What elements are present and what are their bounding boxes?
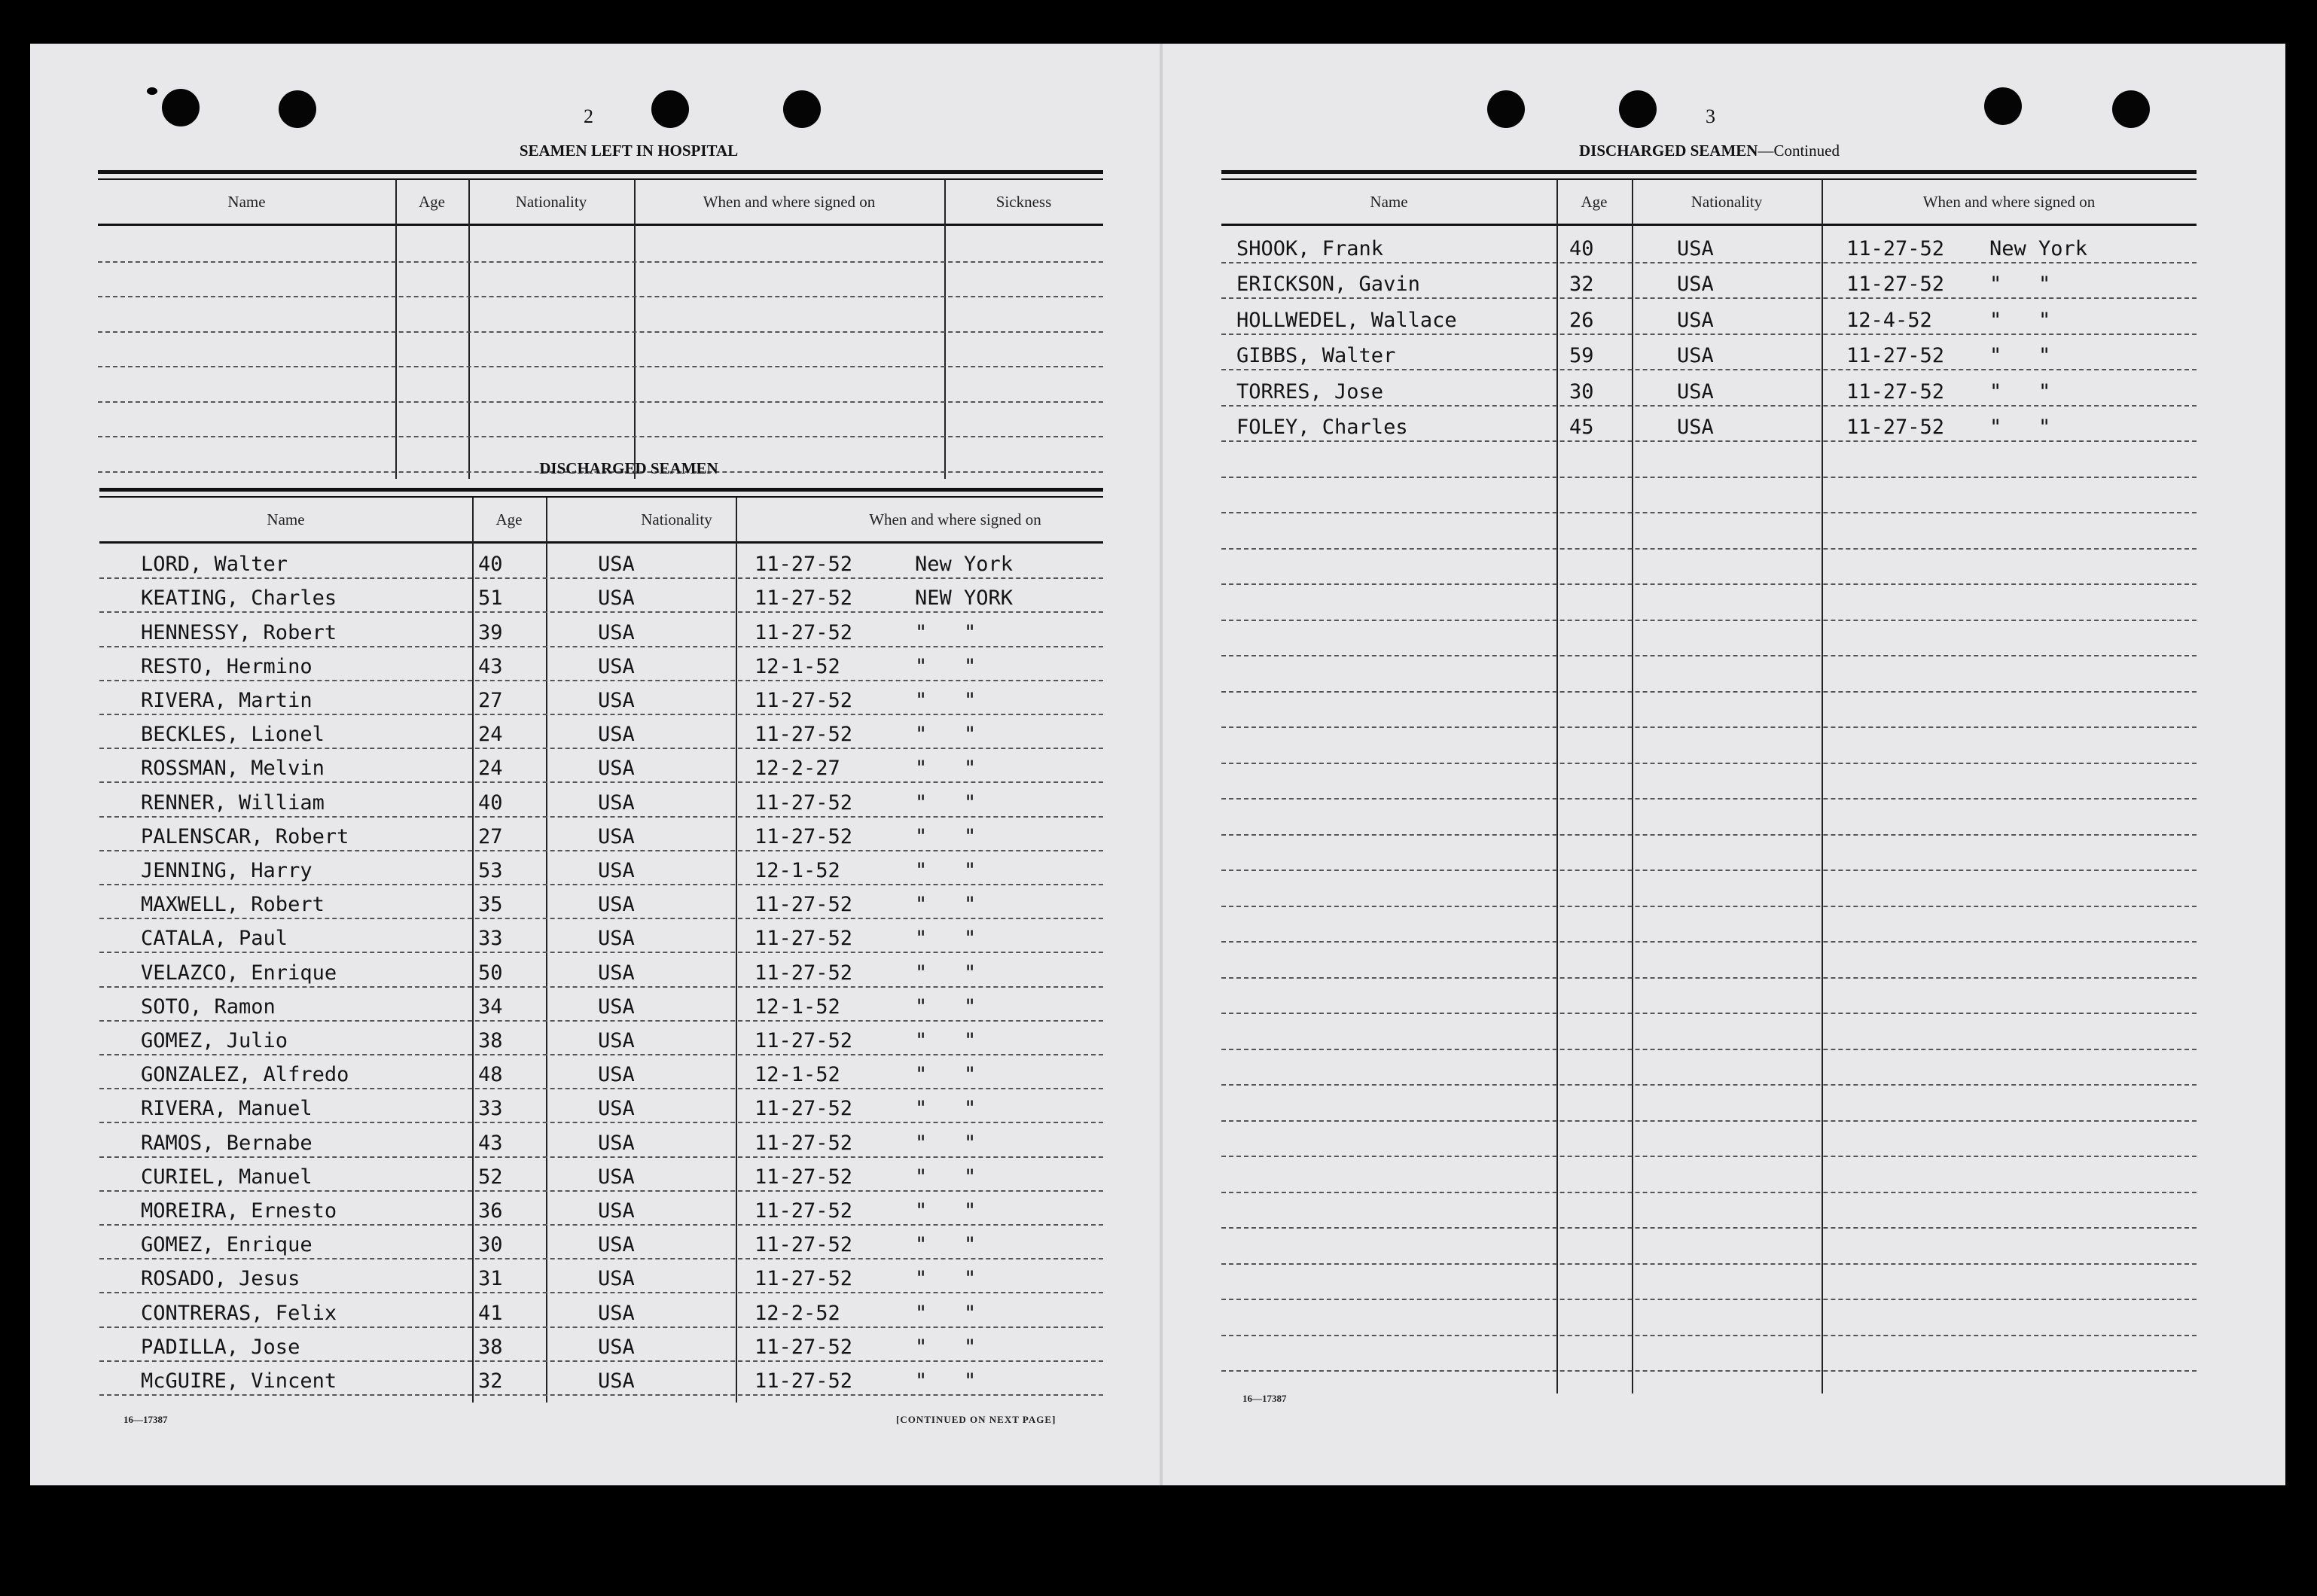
seaman-age: 24 xyxy=(478,757,503,781)
seaman-nationality: USA xyxy=(598,893,635,917)
seaman-nationality: USA xyxy=(598,1097,635,1121)
seaman-name: RENNER, William xyxy=(141,790,325,815)
seaman-age: 40 xyxy=(1569,236,1594,260)
table-row xyxy=(99,1054,1103,1089)
seaman-age: 27 xyxy=(478,688,503,712)
seaman-name: CONTRERAS, Felix xyxy=(141,1301,337,1325)
signed-on-place: " " xyxy=(915,1028,977,1052)
table-header xyxy=(1221,180,2197,226)
signed-on-date: 11-27-52 xyxy=(755,586,853,611)
table-row xyxy=(1221,583,2197,621)
left-page xyxy=(30,44,1160,1485)
seaman-age: 43 xyxy=(478,1131,503,1155)
signed-on-date: 11-27-52 xyxy=(755,1131,853,1155)
table-row xyxy=(1221,655,2197,693)
signed-on-place: " " xyxy=(915,1233,977,1257)
table-row xyxy=(1221,405,2197,443)
table-row xyxy=(98,261,1103,298)
table-row xyxy=(1221,906,2197,943)
table-row xyxy=(1221,1120,2197,1158)
table-row xyxy=(98,366,1103,403)
seaman-age: 53 xyxy=(478,858,503,882)
seaman-name: KEATING, Charles xyxy=(141,586,337,611)
seaman-nationality: USA xyxy=(598,927,635,951)
seaman-age: 38 xyxy=(478,1028,503,1052)
continued-note: [CONTINUED ON NEXT PAGE] xyxy=(896,1414,1056,1425)
signed-on-date: 12-2-52 xyxy=(755,1301,840,1325)
table-row xyxy=(98,331,1103,368)
table-row xyxy=(99,1258,1103,1293)
seaman-name: McGUIRE, Vincent xyxy=(141,1369,337,1393)
seaman-age: 26 xyxy=(1569,308,1594,332)
table-row xyxy=(1221,726,2197,764)
seaman-nationality: USA xyxy=(598,654,635,678)
signed-on-place: " " xyxy=(915,757,977,781)
table-row xyxy=(99,577,1103,613)
signed-on-place: " " xyxy=(915,858,977,882)
seaman-age: 52 xyxy=(478,1165,503,1189)
table-row xyxy=(99,952,1103,987)
seaman-nationality: USA xyxy=(1677,308,1714,332)
seaman-nationality: USA xyxy=(598,688,635,712)
table-row xyxy=(99,850,1103,885)
signed-on-place: " " xyxy=(915,1165,977,1189)
seaman-name: SOTO, Ramon xyxy=(141,994,276,1019)
table-row xyxy=(1221,512,2197,550)
column-header: Nationality xyxy=(1690,192,1763,211)
signed-on-place: " " xyxy=(915,723,977,747)
signed-on-date: 11-27-52 xyxy=(755,1267,853,1291)
seaman-nationality: USA xyxy=(1677,236,1714,260)
continued-title-main: DISCHARGED SEAMEN xyxy=(1579,142,1758,160)
seaman-nationality: USA xyxy=(598,620,635,644)
hospital-table xyxy=(98,170,1103,483)
table-row xyxy=(1221,691,2197,729)
seaman-nationality: USA xyxy=(598,790,635,815)
table-row xyxy=(1221,262,2197,300)
seaman-name: JENNING, Harry xyxy=(141,858,312,882)
seaman-age: 43 xyxy=(478,654,503,678)
table-row xyxy=(99,611,1103,647)
table-row xyxy=(1221,334,2197,371)
hospital-title: SEAMEN LEFT IN HOSPITAL xyxy=(519,142,739,160)
table-row xyxy=(99,646,1103,681)
seaman-name: LORD, Walter xyxy=(141,553,288,577)
column-header: When and where signed on xyxy=(1922,192,2096,211)
table-row xyxy=(1221,1049,2197,1086)
signed-on-place: " " xyxy=(915,1335,977,1359)
seaman-nationality: USA xyxy=(598,1233,635,1257)
table-row xyxy=(99,1292,1103,1327)
table-row xyxy=(1221,1084,2197,1122)
table-row xyxy=(98,226,1103,263)
seaman-name: TORRES, Jose xyxy=(1236,379,1384,404)
signed-on-date: 11-27-52 xyxy=(1846,273,1945,296)
table-row xyxy=(1221,548,2197,586)
signed-on-place: " " xyxy=(915,654,977,678)
signed-on-place: " " xyxy=(1989,308,2051,332)
table-row xyxy=(1221,798,2197,836)
signed-on-date: 11-27-52 xyxy=(755,1199,853,1223)
table-row xyxy=(98,401,1103,438)
signed-on-place: " " xyxy=(915,1097,977,1121)
seaman-age: 27 xyxy=(478,824,503,848)
signed-on-date: 12-1-52 xyxy=(755,654,840,678)
form-number: 16—17387 xyxy=(123,1414,168,1425)
scan-speck xyxy=(147,87,157,95)
table-row xyxy=(99,1190,1103,1226)
signed-on-date: 11-27-52 xyxy=(755,688,853,712)
seaman-name: VELAZCO, Enrique xyxy=(141,961,337,985)
table-row xyxy=(1221,1227,2197,1265)
signed-on-date: 12-1-52 xyxy=(755,1063,840,1087)
signed-on-date: 11-27-52 xyxy=(755,893,853,917)
signed-on-date: 11-27-52 xyxy=(755,1097,853,1121)
seaman-name: PADILLA, Jose xyxy=(141,1335,300,1359)
seaman-nationality: USA xyxy=(598,1369,635,1393)
seaman-nationality: USA xyxy=(1677,416,1714,439)
table-row xyxy=(1221,1156,2197,1193)
signed-on-place: " " xyxy=(915,620,977,644)
signed-on-date: 11-27-52 xyxy=(755,1335,853,1359)
table-row xyxy=(99,986,1103,1022)
seaman-name: PALENSCAR, Robert xyxy=(141,824,349,848)
table-row xyxy=(1221,834,2197,872)
signed-on-place: " " xyxy=(915,1063,977,1087)
discharged-table xyxy=(99,488,1103,1403)
table-row xyxy=(99,884,1103,919)
seaman-nationality: USA xyxy=(598,1063,635,1087)
signed-on-place: " " xyxy=(915,688,977,712)
continued-title-suffix: —Continued xyxy=(1758,142,1840,160)
seaman-age: 59 xyxy=(1569,344,1594,367)
seaman-age: 51 xyxy=(478,586,503,611)
column-header: Age xyxy=(419,192,445,211)
table-row xyxy=(1221,1263,2197,1301)
signed-on-date: 11-27-52 xyxy=(755,1028,853,1052)
signed-on-place: " " xyxy=(915,994,977,1019)
table-row xyxy=(99,1156,1103,1192)
seaman-age: 31 xyxy=(478,1267,503,1291)
seaman-name: GOMEZ, Julio xyxy=(141,1028,288,1052)
signed-on-place: " " xyxy=(915,893,977,917)
table-row xyxy=(1221,977,2197,1015)
right-page xyxy=(1160,44,2285,1485)
column-header: When and where signed on xyxy=(869,510,1041,528)
seaman-nationality: USA xyxy=(598,1301,635,1325)
seaman-nationality: USA xyxy=(598,553,635,577)
signed-on-place: New York xyxy=(915,553,1014,577)
signed-on-date: 11-27-52 xyxy=(1846,379,1945,404)
table-row xyxy=(1221,941,2197,979)
seaman-nationality: USA xyxy=(598,994,635,1019)
seaman-name: CATALA, Paul xyxy=(141,927,288,951)
seaman-nationality: USA xyxy=(598,1165,635,1189)
signed-on-place: " " xyxy=(1989,379,2051,404)
table-row xyxy=(99,1224,1103,1259)
seaman-nationality: USA xyxy=(1677,379,1714,404)
page-number: 3 xyxy=(1706,105,1715,127)
table-row xyxy=(1221,1335,2197,1372)
table-row xyxy=(1221,1013,2197,1050)
signed-on-place: " " xyxy=(1989,416,2051,439)
document-sheet xyxy=(30,44,2285,1485)
table-row xyxy=(98,296,1103,333)
table-row xyxy=(1221,477,2197,514)
signed-on-date: 11-27-52 xyxy=(755,1233,853,1257)
signed-on-date: 11-27-52 xyxy=(1846,416,1945,439)
signed-on-place: " " xyxy=(1989,273,2051,296)
table-header xyxy=(99,498,1103,544)
signed-on-place: " " xyxy=(915,1131,977,1155)
seaman-age: 39 xyxy=(478,620,503,644)
seaman-name: GOMEZ, Enrique xyxy=(141,1233,312,1257)
table-row xyxy=(99,1020,1103,1055)
table-row xyxy=(1221,440,2197,478)
signed-on-date: 11-27-52 xyxy=(755,790,853,815)
table-header xyxy=(98,180,1103,226)
seaman-age: 38 xyxy=(478,1335,503,1359)
table-row xyxy=(1221,297,2197,335)
table-row xyxy=(1221,620,2197,657)
seaman-age: 30 xyxy=(1569,379,1594,404)
signed-on-place: NEW YORK xyxy=(915,586,1014,611)
seaman-name: ERICKSON, Gavin xyxy=(1236,273,1420,296)
signed-on-place: " " xyxy=(915,790,977,815)
table-row xyxy=(99,680,1103,715)
table-row xyxy=(99,544,1103,579)
seaman-age: 40 xyxy=(478,790,503,815)
continued-title xyxy=(1468,142,1950,160)
seaman-name: HENNESSY, Robert xyxy=(141,620,337,644)
seaman-nationality: USA xyxy=(1677,273,1714,296)
seaman-name: RIVERA, Manuel xyxy=(141,1097,312,1121)
signed-on-date: 11-27-52 xyxy=(755,927,853,951)
signed-on-place: " " xyxy=(915,961,977,985)
seaman-nationality: USA xyxy=(598,757,635,781)
table-row xyxy=(99,748,1103,783)
discharged-title: DISCHARGED SEAMEN xyxy=(539,459,718,477)
seaman-nationality: USA xyxy=(1677,344,1714,367)
seaman-age: 48 xyxy=(478,1063,503,1087)
signed-on-place: " " xyxy=(915,1301,977,1325)
seaman-nationality: USA xyxy=(598,858,635,882)
column-header: Nationality xyxy=(641,510,712,528)
signed-on-date: 12-4-52 xyxy=(1846,308,1932,332)
seaman-name: MAXWELL, Robert xyxy=(141,893,325,917)
signed-on-place: " " xyxy=(915,1267,977,1291)
column-header: Sickness xyxy=(995,192,1052,211)
column-header: Age xyxy=(495,510,523,528)
seaman-age: 24 xyxy=(478,723,503,747)
table-row xyxy=(99,1326,1103,1362)
signed-on-date: 11-27-52 xyxy=(755,961,853,985)
signed-on-place: " " xyxy=(915,1369,977,1393)
seaman-age: 33 xyxy=(478,1097,503,1121)
table-row xyxy=(1221,1299,2197,1336)
table-row xyxy=(1221,1192,2197,1229)
signed-on-date: 11-27-52 xyxy=(1846,236,1945,260)
seaman-age: 40 xyxy=(478,553,503,577)
signed-on-date: 11-27-52 xyxy=(755,824,853,848)
seaman-age: 45 xyxy=(1569,416,1594,439)
column-header: Age xyxy=(1581,192,1608,211)
table-row xyxy=(99,781,1103,817)
table-row xyxy=(99,1088,1103,1123)
seaman-name: CURIEL, Manuel xyxy=(141,1165,312,1189)
column-header: Nationality xyxy=(515,192,587,211)
signed-on-place: " " xyxy=(915,927,977,951)
column-header: Name xyxy=(267,510,305,528)
table-row xyxy=(99,1122,1103,1157)
seaman-name: SHOOK, Frank xyxy=(1236,236,1384,260)
table-row xyxy=(1221,226,2197,263)
continued-table xyxy=(1221,170,2197,1393)
seaman-name: ROSSMAN, Melvin xyxy=(141,757,325,781)
seaman-nationality: USA xyxy=(598,1335,635,1359)
seaman-age: 32 xyxy=(1569,273,1594,296)
seaman-age: 50 xyxy=(478,961,503,985)
table-row xyxy=(1221,763,2197,800)
seaman-nationality: USA xyxy=(598,586,635,611)
seaman-name: BECKLES, Lionel xyxy=(141,723,325,747)
signed-on-date: 12-2-27 xyxy=(755,757,840,781)
signed-on-place: " " xyxy=(1989,344,2051,367)
table-row xyxy=(99,714,1103,749)
seaman-name: RIVERA, Martin xyxy=(141,688,312,712)
seaman-nationality: USA xyxy=(598,1267,635,1291)
seaman-nationality: USA xyxy=(598,961,635,985)
seaman-nationality: USA xyxy=(598,1199,635,1223)
seaman-name: FOLEY, Charles xyxy=(1236,416,1408,439)
table-row xyxy=(99,816,1103,851)
table-row xyxy=(99,1360,1103,1396)
seaman-name: GONZALEZ, Alfredo xyxy=(141,1063,349,1087)
seaman-name: HOLLWEDEL, Wallace xyxy=(1236,308,1457,332)
table-row xyxy=(1221,369,2197,407)
seaman-age: 32 xyxy=(478,1369,503,1393)
signed-on-date: 11-27-52 xyxy=(755,553,853,577)
signed-on-place: New York xyxy=(1989,236,2088,260)
seaman-age: 30 xyxy=(478,1233,503,1257)
column-header: Name xyxy=(1370,192,1408,211)
column-header: Name xyxy=(227,192,266,211)
form-number: 16—17387 xyxy=(1242,1393,1287,1404)
signed-on-date: 12-1-52 xyxy=(755,994,840,1019)
seaman-name: ROSADO, Jesus xyxy=(141,1267,300,1291)
signed-on-date: 11-27-52 xyxy=(755,1165,853,1189)
table-row xyxy=(1221,870,2197,907)
seaman-age: 36 xyxy=(478,1199,503,1223)
table-row xyxy=(99,918,1103,953)
column-header: When and where signed on xyxy=(703,192,876,211)
seaman-name: MOREIRA, Ernesto xyxy=(141,1199,337,1223)
signed-on-date: 11-27-52 xyxy=(1846,344,1945,367)
signed-on-date: 11-27-52 xyxy=(755,1369,853,1393)
seaman-nationality: USA xyxy=(598,723,635,747)
signed-on-date: 11-27-52 xyxy=(755,620,853,644)
seaman-name: GIBBS, Walter xyxy=(1236,344,1396,367)
page-number: 2 xyxy=(584,105,593,127)
seaman-age: 33 xyxy=(478,927,503,951)
seaman-name: RESTO, Hermino xyxy=(141,654,312,678)
seaman-age: 34 xyxy=(478,994,503,1019)
seaman-age: 41 xyxy=(478,1301,503,1325)
seaman-nationality: USA xyxy=(598,824,635,848)
signed-on-date: 12-1-52 xyxy=(755,858,840,882)
signed-on-place: " " xyxy=(915,824,977,848)
seaman-nationality: USA xyxy=(598,1131,635,1155)
signed-on-date: 11-27-52 xyxy=(755,723,853,747)
seaman-nationality: USA xyxy=(598,1028,635,1052)
seaman-name: RAMOS, Bernabe xyxy=(141,1131,312,1155)
signed-on-place: " " xyxy=(915,1199,977,1223)
seaman-age: 35 xyxy=(478,893,503,917)
